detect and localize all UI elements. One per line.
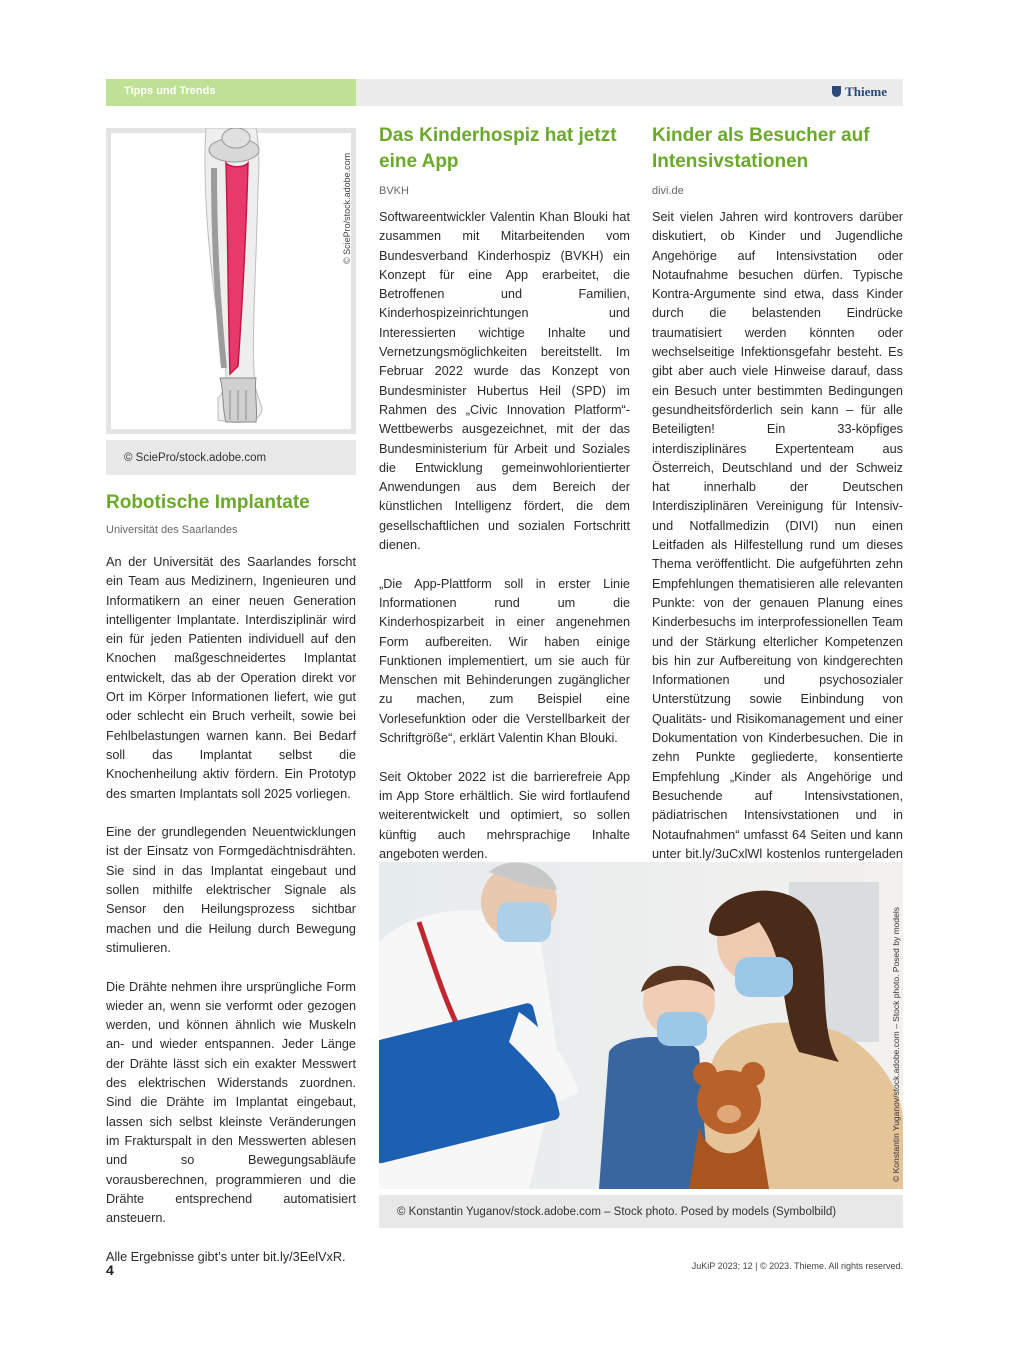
shield-icon: [832, 86, 841, 97]
article-body: [652, 208, 903, 883]
publisher-logo: [832, 84, 887, 100]
photo-illustration: [379, 862, 903, 1189]
article-body: [379, 208, 630, 864]
section-header-bar: [106, 79, 356, 106]
paragraph: Seit Oktober 2022 ist die barrierefreie App im App Store erhältlich. Sie wird fortlaufend weiterentwickelt und optimiert, so sollen künftig auch mehrsprachige Inhalte angeboten werden.: [379, 769, 630, 861]
article-title: Robotische Implantate: [106, 492, 310, 513]
figure-caption: © Konstantin Yuganov/stock.adobe.com – Stock photo. Posed by models (Symbolbild): [379, 1195, 903, 1228]
article-body: [106, 553, 356, 1267]
paragraph: Eine der grundlegenden Neuentwicklungen ist der Einsatz von Formgedächtnisdrähten. Sie sind in das Implantat eingebaut und sollen mithilfe elektrischer Signale als Sensor den Heilungsprozess sichtbar machen und die Heilung durch Bewegung stimulieren.: [106, 825, 356, 955]
section-label: Tipps und Trends: [124, 85, 216, 97]
paragraph: Alle Ergebnisse gibt’s unter bit.ly/3EelVxR.: [106, 1249, 346, 1264]
figure-caption: © SciePro/stock.adobe.com: [106, 440, 356, 475]
article-title: Kinder als Besucher auf Intensivstationen: [652, 125, 870, 172]
paragraph: Seit vielen Jahren wird kontrovers darüber diskutiert, ob Kinder und Jugendliche Angehörige auf Intensivstation oder Notaufnahme besuchen dürfen. Typische Kontra-Argumente sind etwa, dass Kinder durch die belastenden Eindrücke traumatisiert werden könnten oder wechselseitige Infektionsgefahr besteht. Es gibt aber auch viele Hinweise darauf, dass ein Besuch unter bestimmten Bedingungen gesundheitsförderlich sein kann – für alle Beteiligten! Ein 33-köpfiges interdisziplinäres Expertenteam aus Österreich, Deutschland und der Schweiz hat innerhalb der Deutschen Interdisziplinären Vereinigung für Intensiv- und Notfallmedizin (DIVI) nun einen Leitfaden als Hilfestellung rund um dieses Thema veröffentlicht. Die aufgeführten zehn Empfehlungen thematisieren alle relevanten Punkte: von der genauen Planung eines Kinderbesuchs im interprofessionellen Team und der Stärkung elterlicher Kompetenzen bis hin zur Aufbereitung von kindgerechten Informationen und psychosozialer Unterstützung sowie Einbindung von Qualitäts- und Risikomanagement und einer Dokumentation von Kinderbesuchen. Die in zehn Punkte gegliederte, konsentierte Empfehlung „Kinder als Angehörige und Besuchende auf Intensivstationen, pädiatrischen Intensivstationen und in Notaufnahmen“ umfasst 64 Seiten und kann unter bit.ly/3uCxlWl kostenlos runtergeladen: [652, 210, 903, 861]
publisher-name: Thieme: [845, 84, 887, 99]
article-robotische-implantate: [106, 490, 356, 1286]
publisher-bar: [356, 79, 903, 106]
article-title: Das Kinderhospiz hat jetzt eine App: [379, 125, 617, 172]
image-watermark: © Konstantin Yuganov/stock.adobe.com – Stock photo. Posed by models: [891, 907, 901, 1182]
article-source: divi.de: [652, 185, 684, 197]
paragraph: Die Drähte nehmen ihre ursprüngliche Form wieder an, wenn sie verformt oder gezogen werden, und können ähnlich wie Muskeln an- und wieder entspannen. Jeder Länge der Drähte lässt sich ein exakter Messwert des elektrischen Widerstands zuordnen. Sind die Drähte im Implantat eingebaut, lassen sich selbst kleinste Veränderungen im Frakturspalt in den Messwerten ablesen und so Bewegungsabläufe vorausberechnen, programmieren und die Drähte entsprechend automatisiert ansteuern.: [106, 979, 356, 1226]
hospital-visit-photo: [379, 862, 903, 1189]
journal-citation: JuKiP 2023; 12 | © 2023. Thieme. All rights reserved.: [691, 1261, 903, 1271]
paragraph: Softwareentwickler Valentin Khan Blouki hat zusammen mit Mitarbeitenden vom Bundesverband Kinderhospiz (BVKH) ein Konzept für eine App erarbeitet, die Betroffenen und Familien, Kinderhospizeinrichtungen und Interessierten wichtige Inhalte und Vernetzungsmöglichkeiten bereitstellt. Im Februar 2022 wurde das Konzept von Bundesminister Hubertus Heil (SPD) im Rahmen des „Civic Innovation Platform“-Wettbewerbs ausgezeichnet, mit der das Bundesministerium für Arbeit und Soziales die Entwicklung gemeinwohlorientierter Anwendungen aus dem Bereich der künstlichen Intelligenz fördert, die dem gesellschaftlichen und sozialen Fortschritt dienen.: [379, 210, 630, 553]
image-watermark: © SciePro/stock.adobe.com: [342, 152, 352, 264]
page-number: 4: [106, 1262, 114, 1278]
article-kinderhospiz-app: [379, 123, 630, 883]
leg-bone-drawing: [106, 128, 356, 434]
bone-illustration: [106, 128, 356, 434]
paragraph: An der Universität des Saarlandes forscht ein Team aus Medizinern, Ingenieuren und Informatikern an einer neuen Generation intelligenter Implantate. Interdisziplinär wird ein für jeden Patienten individuell auf den Knochen maßgeschneidertes Implantat entwickelt, das ab der Operation direkt vor Ort im Körper Informationen liefert, wie gut oder schlecht ein Bruch verheilt, sowie bei Fehlbelastungen warnen kann. Bei Bedarf soll das Implantat selbst die Knochenheilung aktiv fördern. Ein Prototyp des smarten Implantats soll 2025 vorliegen.: [106, 555, 356, 801]
article-kinder-intensivstation: [652, 123, 903, 903]
paragraph: „Die App-Plattform soll in erster Linie Informationen rund um die Kinderhospizarbeit in einer angenehmen Form aufbereiten. Wir haben einige Funktionen implementiert, um sie auch für Menschen mit Behinderungen zugänglicher zu machen, zum Beispiel eine Vorlesefunktion oder die Verstellbarkeit der Schriftgröße“, erklärt Valentin Khan Blouki.: [379, 576, 630, 746]
article-source: BVKH: [379, 185, 409, 197]
article-source: Universität des Saarlandes: [106, 524, 238, 536]
